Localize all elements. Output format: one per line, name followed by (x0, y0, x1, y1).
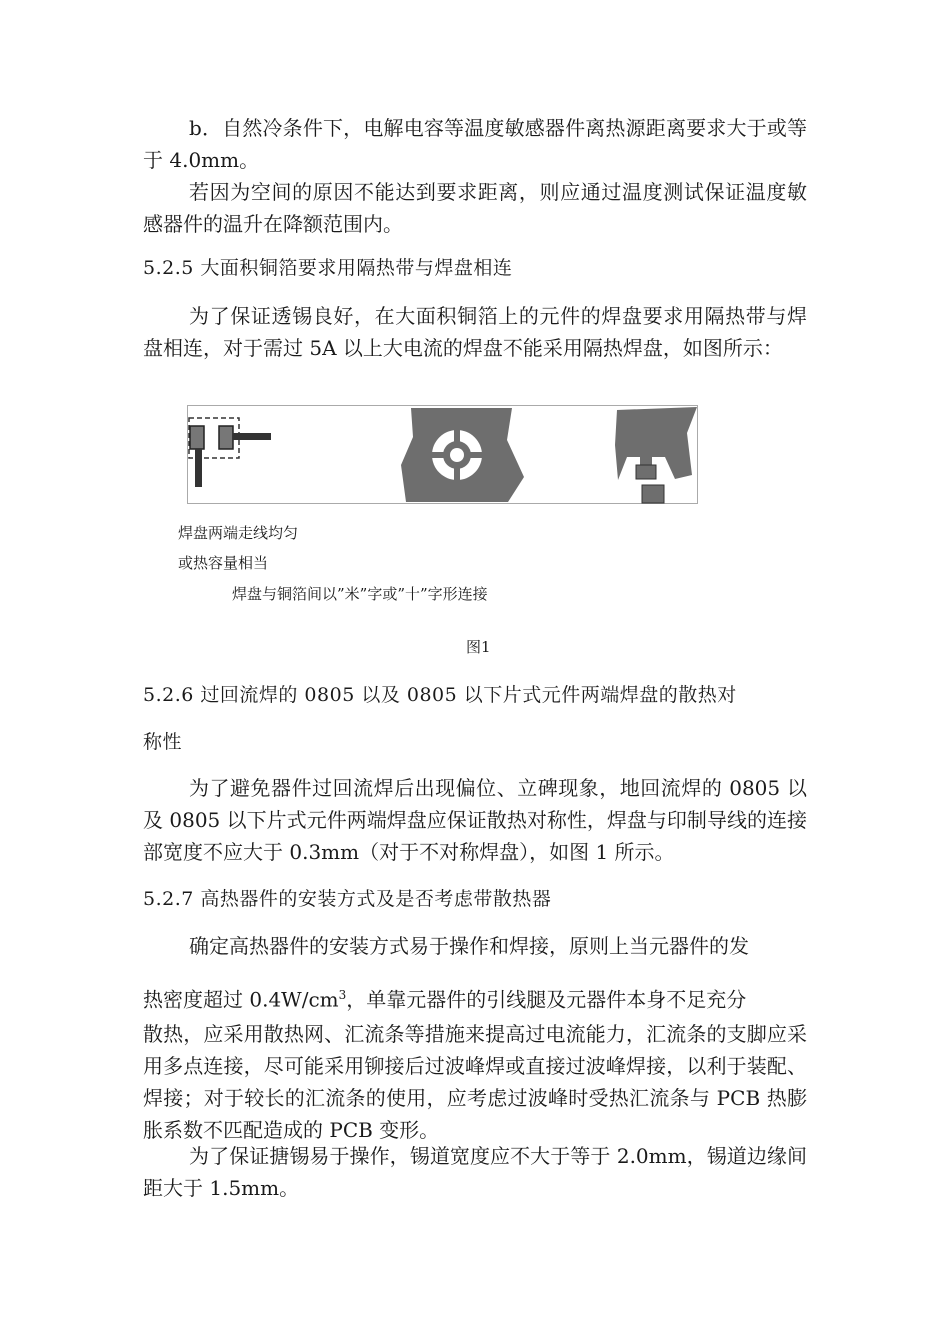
pad-bottom (642, 485, 664, 503)
relief-spoke (640, 457, 652, 465)
heading-5-2-7: 5.2.7 高热器件的安装方式及是否考虑带散热器 (143, 888, 552, 910)
paragraph-reflow-symmetry: 为了避免器件过回流焊后出现偏位、立碑现象，地回流焊的 0805 以及 0805 以下片式元件两端焊盘应保证散热对称性，焊盘与印制导线的连接部宽度不应大于 0.3mm（对于不对称焊盘），如图 1 所示。 (143, 776, 807, 864)
heat-density-text: 热密度超过 0.4W/cm (143, 987, 339, 1012)
paragraph-install-method-line1: 确定高热器件的安装方式易于操作和焊接，原则上当元器件的发 (189, 934, 749, 958)
pad-connection-figure (187, 405, 698, 504)
paragraph-temperature-test: 若因为空间的原因不能达到要求距离，则应通过温度测试保证温度敏感器件的温升在降额范围内。 (143, 180, 807, 236)
paragraph-b-cooling: b．自然冷条件下，电解电容等温度敏感器件离热源距离要求大于或等于 4.0mm。 (143, 116, 807, 172)
trace-horizontal (233, 433, 271, 440)
paragraph-thermal-relief: 为了保证透锡良好，在大面积铜箔上的元件的焊盘要求用隔热带与焊盘相连，对于需过 5A 以上大电流的焊盘不能采用隔热焊盘，如图所示： (143, 304, 807, 360)
heading-5-2-5: 5.2.5 大面积铜箔要求用隔热带与焊盘相连 (143, 257, 513, 279)
paragraph-tinning: 为了保证搪锡易于操作，锡道宽度应不大于等于 2.0mm，锡道边缘间距大于 1.5mm。 (143, 1144, 807, 1200)
caption-balanced-traces: 焊盘两端走线均匀 (178, 524, 299, 542)
caption-spoke-connection: 焊盘与铜箔间以”米”字或”十”字形连接 (232, 585, 488, 603)
pad-right (219, 426, 233, 449)
heading-5-2-6-cont: 称性 (143, 731, 183, 753)
paragraph-install-method-line2 (143, 979, 807, 1016)
trace-vertical (195, 449, 202, 487)
heat-density-text-cont: ，单靠元器件的引线腿及元器件本身不足充分 (346, 987, 747, 1012)
pad-left (190, 426, 204, 449)
component-pad (636, 465, 656, 479)
superscript-3: 3 (338, 988, 347, 1002)
caption-heat-capacity: 或热容量相当 (178, 554, 269, 572)
paragraph-busbar: 散热，应采用散热网、汇流条等措施来提高过电流能力，汇流条的支脚应采用多点连接，尽可能采用铆接后过波峰焊或直接过波峰焊接，以利于装配、焊接；对于较长的汇流条的使用，应考虑过波峰时受热汇流条与 PCB 热膨胀系数不匹配造成的 PCB 变形。 (143, 1022, 807, 1142)
heading-5-2-6: 5.2.6 过回流焊的 0805 以及 0805 以下片式元件两端焊盘的散热对 (143, 684, 737, 706)
via-hole (450, 448, 464, 462)
figure-label: 图1 (466, 638, 491, 656)
pad-diagram (187, 405, 698, 504)
